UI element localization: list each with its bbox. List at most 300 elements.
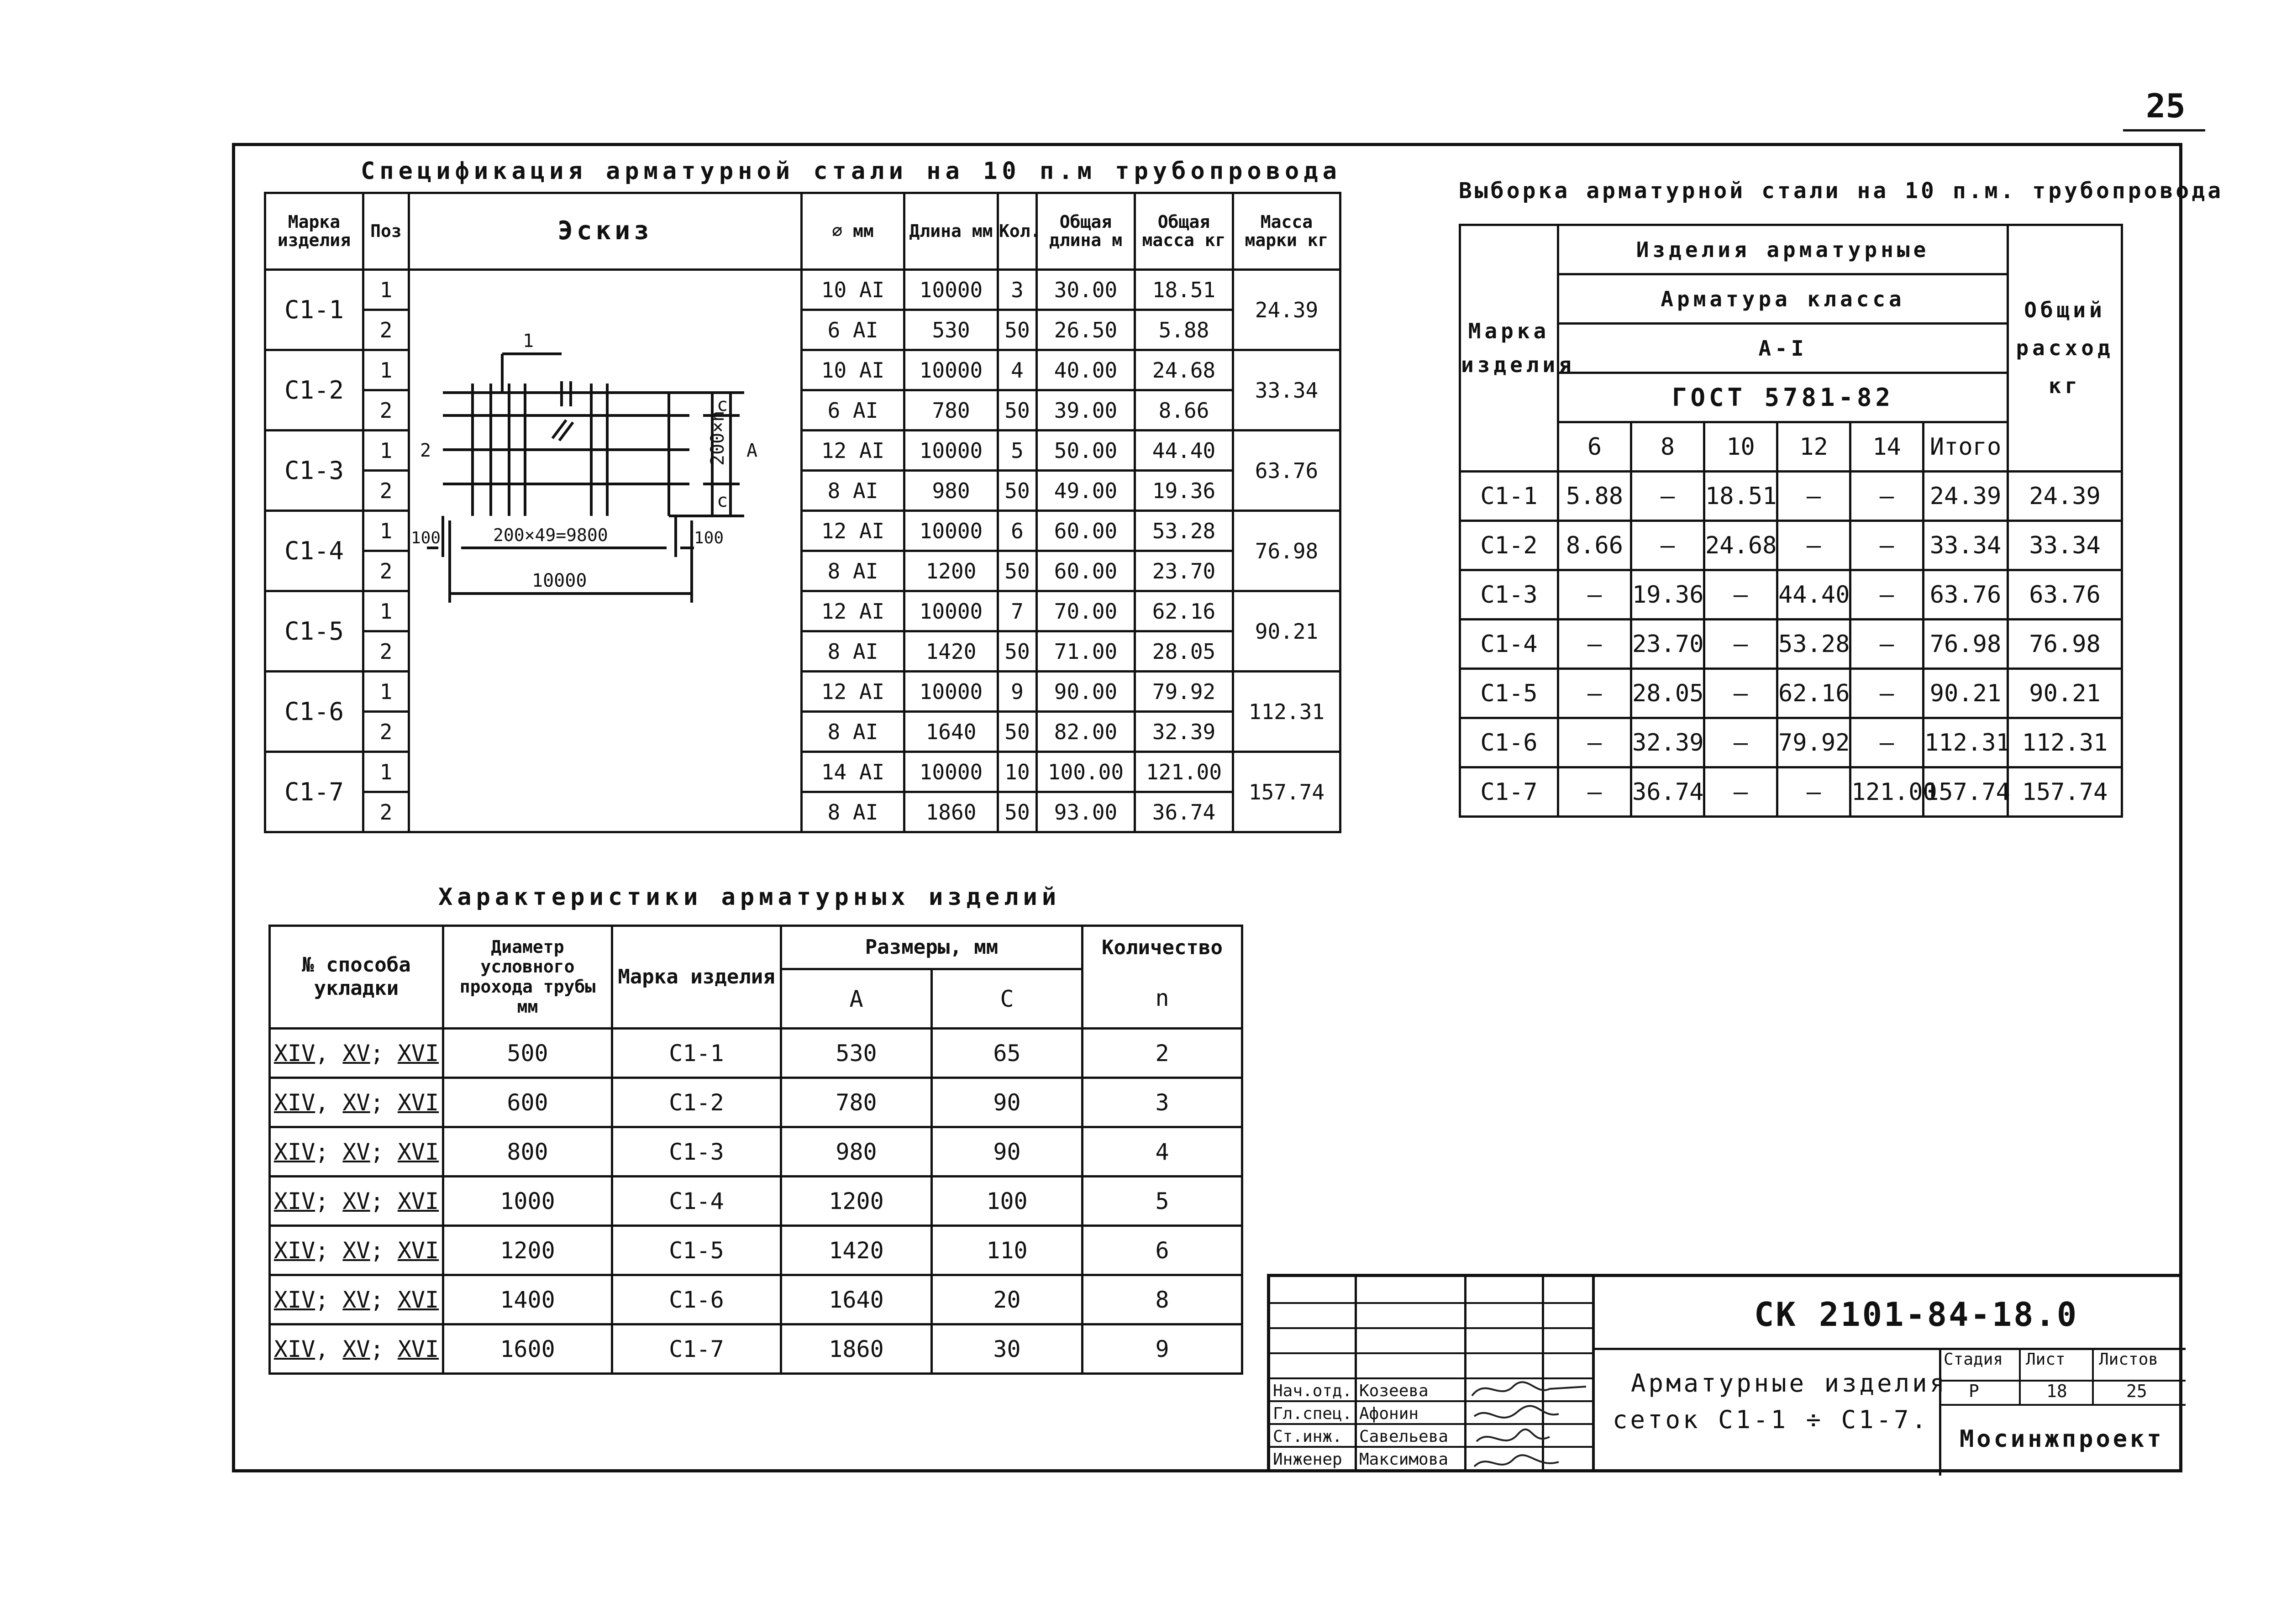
- chars-diameter: 500: [443, 1029, 612, 1078]
- chars-n: 3: [1083, 1078, 1242, 1127]
- sel-header-total: Общий расход кг: [2008, 225, 2122, 472]
- chars-mark: С1-7: [612, 1324, 781, 1374]
- sel-row: [1460, 620, 2122, 669]
- spec-qty: 50: [998, 390, 1037, 431]
- selection-title: Выборка арматурной стали на 10 п.м. трубопровода: [1459, 178, 2224, 204]
- roman-numeral: XVI: [397, 1138, 439, 1165]
- sel-diam-12: 12: [1777, 422, 1850, 472]
- spec-total-length: 71.00: [1037, 631, 1135, 672]
- sel-diam-14: 14: [1850, 422, 1924, 472]
- spec-total-mass: 24.68: [1135, 350, 1233, 390]
- separator: ;: [370, 1138, 398, 1165]
- sel-value: 24.68: [1704, 521, 1777, 570]
- sel-value: —: [1850, 718, 1924, 767]
- separator: ,: [315, 1089, 343, 1116]
- sel-value: —: [1704, 767, 1777, 817]
- signatures: [1467, 1373, 1595, 1476]
- roman-numeral: XVI: [397, 1089, 439, 1116]
- spec-diameter: 12 АI: [802, 672, 904, 712]
- roman-numeral: XIV: [273, 1237, 315, 1264]
- sketch-a-label: A: [746, 440, 758, 461]
- drawing-title-line1: Арматурные изделия: [1631, 1369, 1948, 1398]
- chars-header-diameter: Диаметр условного прохода трубы мм: [443, 926, 612, 1029]
- chars-a: 1200: [781, 1177, 932, 1226]
- page-number: 25: [2146, 87, 2186, 125]
- sel-total: 112.31: [2008, 718, 2122, 767]
- sel-value: 24.39: [1924, 472, 2008, 521]
- chars-a: 780: [781, 1078, 932, 1127]
- separator: ,: [315, 1040, 343, 1067]
- chars-mark: С1-1: [612, 1029, 781, 1078]
- spec-diameter: 8 АI: [802, 471, 904, 511]
- spec-total-length: 93.00: [1037, 792, 1135, 832]
- spec-mark-mass: 157.74: [1233, 752, 1340, 832]
- spec-pos: 2: [363, 712, 409, 752]
- sel-value: 5.88: [1558, 472, 1631, 521]
- spec-total-mass: 18.51: [1135, 270, 1233, 310]
- stage-value: Р: [1969, 1381, 1979, 1401]
- chars-diameter: 1000: [443, 1177, 612, 1226]
- separator: ,: [315, 1335, 343, 1362]
- chars-diameter: 1200: [443, 1226, 612, 1275]
- roman-numeral: XVI: [397, 1286, 439, 1313]
- spec-diameter: 12 АI: [802, 431, 904, 471]
- sel-value: —: [1850, 669, 1924, 718]
- spec-total-mass: 5.88: [1135, 310, 1233, 350]
- spec-pos: 1: [363, 511, 409, 551]
- spec-total-length: 49.00: [1037, 471, 1135, 511]
- sel-mark: С1-2: [1460, 521, 1558, 570]
- sheets-label: Листов: [2099, 1350, 2159, 1369]
- sel-value: —: [1558, 570, 1631, 620]
- separator: ;: [370, 1237, 398, 1264]
- chars-c: 110: [932, 1226, 1083, 1275]
- spec-pos: 2: [363, 792, 409, 832]
- spec-pos: 1: [363, 591, 409, 631]
- spec-mark: С1-2: [265, 350, 363, 431]
- chars-n: 4: [1083, 1127, 1242, 1177]
- chars-mark: С1-4: [612, 1177, 781, 1226]
- sel-value: 18.51: [1704, 472, 1777, 521]
- sel-total: 24.39: [2008, 472, 2122, 521]
- sel-value: 33.34: [1924, 521, 2008, 570]
- separator: ;: [370, 1335, 398, 1362]
- page-number-rule: [2123, 129, 2205, 131]
- spec-qty: 50: [998, 712, 1037, 752]
- roman-numeral: XIV: [273, 1089, 315, 1116]
- spec-diameter: 10 АI: [802, 270, 904, 310]
- spec-diameter: 12 АI: [802, 511, 904, 551]
- sel-total: 63.76: [2008, 570, 2122, 620]
- chars-row: [270, 1127, 1242, 1177]
- spec-mark: С1-7: [265, 752, 363, 832]
- spec-pos: 2: [363, 551, 409, 591]
- title-block: [1267, 1274, 2182, 1472]
- spec-qty: 50: [998, 551, 1037, 591]
- spec-qty: 3: [998, 270, 1037, 310]
- chars-method: [270, 1177, 443, 1226]
- sel-mark: С1-3: [1460, 570, 1558, 620]
- person-name-2: Афонин: [1359, 1404, 1419, 1423]
- spec-mark: С1-3: [265, 431, 363, 511]
- sketch-c-top: с: [717, 394, 728, 415]
- chars-row: [270, 1226, 1242, 1275]
- spec-qty: 50: [998, 631, 1037, 672]
- roman-numeral: XVI: [397, 1335, 439, 1362]
- sel-header-gost: ГОСТ 5781-82: [1558, 373, 2008, 422]
- chars-method: [270, 1078, 443, 1127]
- sheet-value: 18: [2046, 1381, 2067, 1401]
- header-sketch: Эскиз: [409, 193, 802, 270]
- spec-pos: 1: [363, 672, 409, 712]
- person-role-2: Гл.спец.: [1273, 1404, 1352, 1423]
- chars-diameter: 1600: [443, 1324, 612, 1374]
- chars-a: 980: [781, 1127, 932, 1177]
- sel-row: [1460, 767, 2122, 817]
- header-total-mass: Общая масса кг: [1135, 193, 1233, 270]
- sel-value: —: [1777, 521, 1850, 570]
- header-mark: Марка изделия: [265, 193, 363, 270]
- roman-numeral: XIV: [273, 1040, 315, 1067]
- sel-row: [1460, 521, 2122, 570]
- spec-qty: 7: [998, 591, 1037, 631]
- spec-mark-mass: 33.34: [1233, 350, 1340, 431]
- spec-total-length: 60.00: [1037, 551, 1135, 591]
- separator: ;: [370, 1286, 398, 1313]
- drawing-code: СК 2101-84-18.0: [1754, 1295, 2079, 1334]
- sel-value: —: [1704, 570, 1777, 620]
- sel-value: 19.36: [1631, 570, 1704, 620]
- sel-value: —: [1704, 620, 1777, 669]
- sel-value: —: [1558, 767, 1631, 817]
- sketch-pos1-label: 1: [523, 331, 534, 352]
- sel-value: 44.40: [1777, 570, 1850, 620]
- chars-a: 530: [781, 1029, 932, 1078]
- person-name-4: Максимова: [1359, 1450, 1449, 1469]
- separator: ;: [315, 1286, 343, 1313]
- spec-total-length: 50.00: [1037, 431, 1135, 471]
- spec-total-length: 40.00: [1037, 350, 1135, 390]
- separator: ;: [370, 1188, 398, 1214]
- sel-value: —: [1850, 472, 1924, 521]
- sel-diam-total: Итого: [1924, 422, 2008, 472]
- spec-length: 1420: [904, 631, 998, 672]
- sel-row: [1460, 669, 2122, 718]
- sel-total: 90.21: [2008, 669, 2122, 718]
- chars-a: 1420: [781, 1226, 932, 1275]
- sel-total: 157.74: [2008, 767, 2122, 817]
- sel-value: —: [1850, 570, 1924, 620]
- roman-numeral: XIV: [273, 1188, 315, 1214]
- sel-diam-6: 6: [1558, 422, 1631, 472]
- sketch-100-left: 100: [411, 529, 441, 547]
- spec-total-length: 82.00: [1037, 712, 1135, 752]
- sel-value: 8.66: [1558, 521, 1631, 570]
- person-role-1: Нач.отд.: [1273, 1382, 1352, 1400]
- sel-value: 90.21: [1924, 669, 2008, 718]
- header-qty: Кол.: [998, 193, 1037, 270]
- spec-total-mass: 23.70: [1135, 551, 1233, 591]
- chars-table: [268, 925, 1243, 1375]
- spec-mark-mass: 63.76: [1233, 431, 1340, 511]
- spec-pos: 1: [363, 270, 409, 310]
- spec-total-length: 60.00: [1037, 511, 1135, 551]
- spec-total-length: 100.00: [1037, 752, 1135, 792]
- spec-mark: С1-5: [265, 591, 363, 672]
- chars-c: 65: [932, 1029, 1083, 1078]
- spec-diameter: 8 АI: [802, 551, 904, 591]
- spec-total-mass: 8.66: [1135, 390, 1233, 431]
- organization-name: Мосинжпроект: [1960, 1425, 2164, 1453]
- spec-length: 780: [904, 390, 998, 431]
- drawing-title-line2: сеток С1-1 ÷ С1-7.: [1613, 1405, 1929, 1434]
- chars-header-a: А: [781, 969, 932, 1029]
- sel-mark: С1-7: [1460, 767, 1558, 817]
- person-name-1: Козеева: [1359, 1382, 1429, 1400]
- spec-qty: 9: [998, 672, 1037, 712]
- chars-a: 1640: [781, 1275, 932, 1324]
- spec-total-length: 30.00: [1037, 270, 1135, 310]
- chars-method: [270, 1275, 443, 1324]
- spec-pos: 1: [363, 752, 409, 792]
- spec-pos: 2: [363, 471, 409, 511]
- spec-pos: 2: [363, 390, 409, 431]
- header-diameter: ∅ мм: [802, 193, 904, 270]
- roman-numeral: XIV: [273, 1286, 315, 1313]
- sel-value: 23.70: [1631, 620, 1704, 669]
- spec-length: 10000: [904, 350, 998, 390]
- chars-diameter: 600: [443, 1078, 612, 1127]
- chars-c: 90: [932, 1078, 1083, 1127]
- sel-value: —: [1850, 521, 1924, 570]
- header-pos: Поз: [363, 193, 409, 270]
- sel-value: 36.74: [1631, 767, 1704, 817]
- spec-qty: 50: [998, 471, 1037, 511]
- sel-value: —: [1777, 767, 1850, 817]
- spec-qty: 50: [998, 310, 1037, 350]
- spec-length: 530: [904, 310, 998, 350]
- spec-diameter: 10 АI: [802, 350, 904, 390]
- reinforcement-mesh-sketch: [411, 301, 799, 657]
- roman-numeral: XV: [342, 1237, 370, 1264]
- roman-numeral: XIV: [273, 1335, 315, 1362]
- sel-header-class-value: А-I: [1558, 324, 2008, 373]
- chars-row: [270, 1029, 1242, 1078]
- spec-total-mass: 62.16: [1135, 591, 1233, 631]
- roman-numeral: XV: [342, 1335, 370, 1362]
- sel-mark: С1-4: [1460, 620, 1558, 669]
- chars-c: 90: [932, 1127, 1083, 1177]
- spec-mark-mass: 112.31: [1233, 672, 1340, 752]
- person-role-4: Инженер: [1273, 1450, 1342, 1469]
- chars-n: 9: [1083, 1324, 1242, 1374]
- chars-c: 30: [932, 1324, 1083, 1374]
- chars-n: 2: [1083, 1029, 1242, 1078]
- chars-mark: С1-3: [612, 1127, 781, 1177]
- spec-length: 1200: [904, 551, 998, 591]
- spec-total-mass: 32.39: [1135, 712, 1233, 752]
- spec-length: 10000: [904, 511, 998, 551]
- spec-mark-mass: 76.98: [1233, 511, 1340, 591]
- chars-header-sizes: Размеры, мм: [781, 926, 1083, 969]
- spec-length: 1640: [904, 712, 998, 752]
- spec-length: 10000: [904, 672, 998, 712]
- chars-a: 1860: [781, 1324, 932, 1374]
- spec-qty: 4: [998, 350, 1037, 390]
- spec-pos: 2: [363, 631, 409, 672]
- spec-mark: С1-6: [265, 672, 363, 752]
- roman-numeral: XV: [342, 1040, 370, 1067]
- sel-total: 33.34: [2008, 521, 2122, 570]
- sel-value: —: [1558, 620, 1631, 669]
- sel-total: 76.98: [2008, 620, 2122, 669]
- chars-header-c: С: [932, 969, 1083, 1029]
- sel-value: —: [1704, 718, 1777, 767]
- chars-header-n: n: [1083, 969, 1242, 1029]
- spec-total-length: 26.50: [1037, 310, 1135, 350]
- sel-value: —: [1777, 472, 1850, 521]
- sketch-100-right: 100: [694, 529, 724, 547]
- spec-qty: 6: [998, 511, 1037, 551]
- chars-header-count: Количество: [1083, 926, 1242, 969]
- sketch-200n-label: 200×n: [707, 410, 728, 466]
- chars-mark: С1-6: [612, 1275, 781, 1324]
- sel-value: 79.92: [1777, 718, 1850, 767]
- chars-diameter: 1400: [443, 1275, 612, 1324]
- spec-mark: С1-4: [265, 511, 363, 591]
- sel-value: —: [1558, 718, 1631, 767]
- chars-header-method: № способа укладки: [270, 926, 443, 1029]
- spec-length: 10000: [904, 752, 998, 792]
- spec-diameter: 6 АI: [802, 390, 904, 431]
- separator: ;: [370, 1089, 398, 1116]
- sel-value: 32.39: [1631, 718, 1704, 767]
- chars-n: 6: [1083, 1226, 1242, 1275]
- roman-numeral: XV: [342, 1188, 370, 1214]
- chars-n: 8: [1083, 1275, 1242, 1324]
- sketch-c-bottom: с: [717, 490, 728, 511]
- spec-pos: 2: [363, 310, 409, 350]
- spec-pos: 1: [363, 350, 409, 390]
- roman-numeral: XV: [342, 1286, 370, 1313]
- separator: ;: [315, 1188, 343, 1214]
- chars-mark: С1-2: [612, 1078, 781, 1127]
- sel-mark: С1-6: [1460, 718, 1558, 767]
- spec-mark: С1-1: [265, 270, 363, 350]
- spec-total-mass: 19.36: [1135, 471, 1233, 511]
- header-length: Длина мм: [904, 193, 998, 270]
- sel-header-class: Арматура класса: [1558, 274, 2008, 324]
- chars-row: [270, 1078, 1242, 1127]
- sketch-10000-label: 10000: [532, 570, 587, 591]
- sel-value: —: [1850, 620, 1924, 669]
- separator: ;: [315, 1237, 343, 1264]
- spec-header-row: [265, 193, 1340, 270]
- chars-n: 5: [1083, 1177, 1242, 1226]
- spec-total-mass: 53.28: [1135, 511, 1233, 551]
- sel-value: 63.76: [1924, 570, 2008, 620]
- spec-total-length: 90.00: [1037, 672, 1135, 712]
- roman-numeral: XVI: [397, 1237, 439, 1264]
- chars-method: [270, 1324, 443, 1374]
- sel-value: 121.00: [1850, 767, 1924, 817]
- sel-value: —: [1631, 472, 1704, 521]
- spec-diameter: 12 АI: [802, 591, 904, 631]
- sel-value: —: [1704, 669, 1777, 718]
- sel-header-mark: Марка изделия: [1460, 225, 1558, 472]
- sketch-9800-label: 200×49=9800: [493, 525, 608, 545]
- spec-total-mass: 36.74: [1135, 792, 1233, 832]
- sel-header-products: Изделия арматурные: [1558, 225, 2008, 274]
- separator: ;: [370, 1040, 398, 1067]
- sel-value: 28.05: [1631, 669, 1704, 718]
- roman-numeral: XV: [342, 1089, 370, 1116]
- spec-mark-mass: 24.39: [1233, 270, 1340, 350]
- spec-length: 980: [904, 471, 998, 511]
- selection-table: [1459, 224, 2123, 818]
- sel-row: [1460, 472, 2122, 521]
- person-role-3: Ст.инж.: [1273, 1427, 1342, 1446]
- sel-mark: С1-1: [1460, 472, 1558, 521]
- sel-diam-10: 10: [1704, 422, 1777, 472]
- header-mark-mass: Масса марки кг: [1233, 193, 1340, 270]
- sel-row: [1460, 718, 2122, 767]
- sel-diam-8: 8: [1631, 422, 1704, 472]
- spec-qty: 50: [998, 792, 1037, 832]
- chars-mark: С1-5: [612, 1226, 781, 1275]
- sel-value: 53.28: [1777, 620, 1850, 669]
- header-total-length: Общая длина м: [1037, 193, 1135, 270]
- chars-c: 20: [932, 1275, 1083, 1324]
- roman-numeral: XVI: [397, 1188, 439, 1214]
- spec-total-length: 39.00: [1037, 390, 1135, 431]
- roman-numeral: XIV: [273, 1138, 315, 1165]
- spec-pos: 1: [363, 431, 409, 471]
- sel-row: [1460, 570, 2122, 620]
- sel-value: 76.98: [1924, 620, 2008, 669]
- spec-qty: 5: [998, 431, 1037, 471]
- spec-length: 10000: [904, 270, 998, 310]
- spec-diameter: 8 АI: [802, 631, 904, 672]
- sheets-value: 25: [2126, 1381, 2147, 1401]
- chars-row: [270, 1177, 1242, 1226]
- chars-method: [270, 1226, 443, 1275]
- chars-row: [270, 1324, 1242, 1374]
- sel-value: —: [1558, 669, 1631, 718]
- sel-value: 157.74: [1924, 767, 2008, 817]
- stage-label: Стадия: [1944, 1350, 2003, 1369]
- person-name-3: Савельева: [1359, 1427, 1449, 1446]
- chars-method: [270, 1127, 443, 1177]
- chars-title: Характеристики арматурных изделий: [438, 883, 1061, 911]
- spec-qty: 10: [998, 752, 1037, 792]
- spec-mark-mass: 90.21: [1233, 591, 1340, 672]
- sel-value: 112.31: [1924, 718, 2008, 767]
- sel-value: —: [1631, 521, 1704, 570]
- chars-header-mark: Марка изделия: [612, 926, 781, 1029]
- sketch-pos2-label: 2: [420, 440, 431, 461]
- spec-title: Спецификация арматурной стали на 10 п.м трубопровода: [361, 158, 1341, 185]
- roman-numeral: XV: [342, 1138, 370, 1165]
- spec-length: 1860: [904, 792, 998, 832]
- spec-total-mass: 121.00: [1135, 752, 1233, 792]
- spec-total-mass: 79.92: [1135, 672, 1233, 712]
- spec-diameter: 8 АI: [802, 792, 904, 832]
- sheet-label: Лист: [2026, 1350, 2066, 1369]
- chars-diameter: 800: [443, 1127, 612, 1177]
- spec-total-mass: 28.05: [1135, 631, 1233, 672]
- spec-length: 10000: [904, 591, 998, 631]
